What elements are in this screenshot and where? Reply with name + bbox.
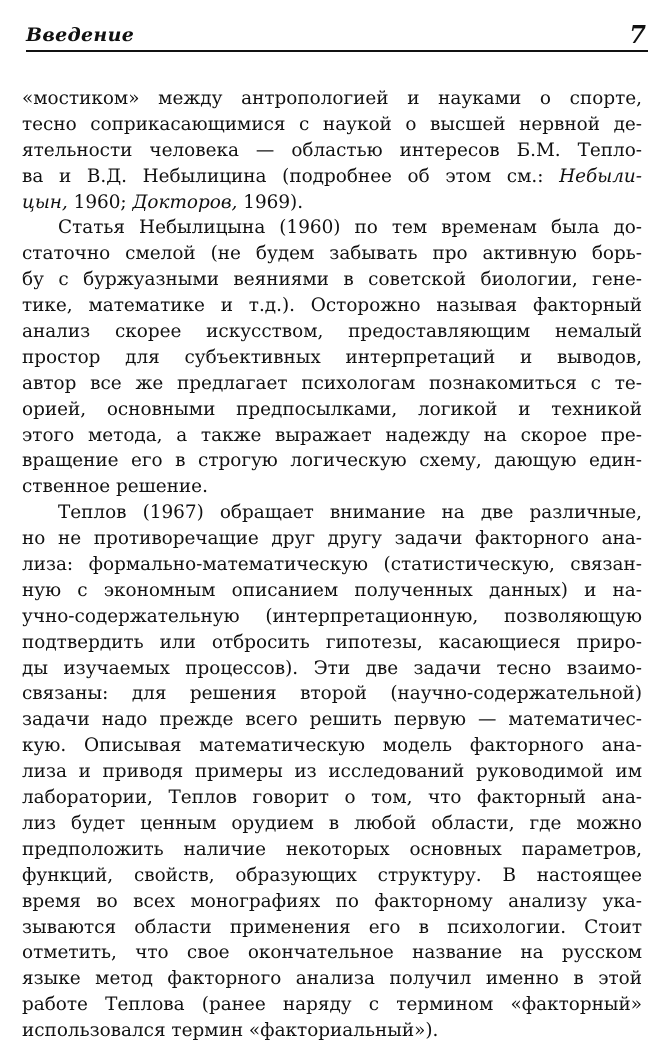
text-line: зываются области применения его в психологии. Стоит: [22, 916, 642, 938]
italic-reference: цын,: [22, 191, 68, 213]
text-line: но не противоречащие друг другу задачи факторного ана-: [22, 528, 642, 550]
running-header-title: Введение: [26, 24, 135, 46]
paragraph: [22, 215, 642, 500]
text-line: предположить наличие некоторых основных параметров,: [22, 838, 642, 860]
text-line: цын, 1960; Докторов, 1969).: [22, 191, 304, 213]
text-line: ва и В.Д. Небылицина (подробнее об этом см.: Небыли-: [22, 165, 642, 187]
italic-reference: Небыли-: [559, 165, 642, 187]
text-line: лиза и приводя примеры из исследований руководимой им: [22, 761, 642, 783]
text-line: Статья Небылицына (1960) по тем временам была до-: [58, 217, 642, 239]
body-text: [22, 86, 642, 1044]
text-line: задачи надо прежде всего решить первую — математичес-: [22, 709, 642, 731]
text-line: ную с экономным описанием полученных данных) и на-: [22, 579, 642, 601]
text-line: вращение его в строгую логическую схему, дающую един-: [22, 450, 642, 472]
text-line: анализ скорее искусством, предоставляющим немалый: [22, 321, 642, 343]
text-line: ятельности человека — областью интересов Б.М. Тепло-: [22, 139, 642, 161]
text-line: бу с буржуазными веяниями в советской биологии, гене-: [22, 269, 642, 291]
text-line: тике, математике и т.д.). Осторожно называя факторный: [22, 295, 642, 317]
italic-reference: Докторов,: [132, 191, 238, 213]
text-line: ственное решение.: [22, 476, 208, 498]
text-line: орией, основными предпосылками, логикой и техникой: [22, 398, 642, 420]
text-line: Теплов (1967) обращает внимание на две различные,: [58, 502, 642, 524]
text-line: «мостиком» между антропологией и науками о спорте,: [22, 88, 642, 109]
text-line: этого метода, а также выражает надежду на скорое пре-: [22, 424, 642, 446]
page-number: 7: [629, 20, 646, 49]
running-header: [26, 18, 648, 52]
text-line: лаборатории, Теплов говорит о том, что факторный ана-: [22, 787, 642, 809]
text-line: простор для субъективных интерпретаций и выводов,: [22, 346, 642, 368]
header-rule: [26, 50, 648, 52]
text-line: использовался термин «факториальный»).: [22, 1020, 439, 1042]
text-line: автор все же предлагает психологам познакомиться с те-: [22, 372, 642, 394]
text-line: лиза: формально-математическую (статистическую, связан-: [22, 554, 642, 576]
paragraph: [22, 500, 642, 1044]
text-line: связаны: для решения второй (научно-содержательной): [22, 683, 642, 705]
text-line: время во всех монографиях по факторному анализу ука-: [22, 890, 642, 912]
text-line: лиз будет ценным орудием в любой области, где можно: [22, 812, 642, 834]
text-line: кую. Описывая математическую модель факторного ана-: [22, 735, 642, 757]
text-line: статочно смелой (не будем забывать про активную борь-: [22, 243, 642, 265]
text-line: тесно соприкасающимися с наукой о высшей нервной де-: [22, 113, 642, 135]
text-line: функций, свойств, образующих структуру. В настоящее: [22, 864, 642, 886]
paragraph: [22, 86, 642, 215]
text-line: подтвердить или отбросить гипотезы, касающиеся приро-: [22, 631, 642, 653]
text-line: ды изучаемых процессов). Эти две задачи тесно взаимо-: [22, 657, 642, 679]
text-line: языке метод факторного анализа получил именно в этой: [22, 968, 642, 990]
text-line: отметить, что свое окончательное название на русском: [22, 942, 642, 964]
text-line: работе Теплова (ранее наряду с термином «факторный»: [22, 994, 642, 1016]
text-line: учно-содержательную (интерпретационную, позволяющую: [22, 605, 642, 627]
